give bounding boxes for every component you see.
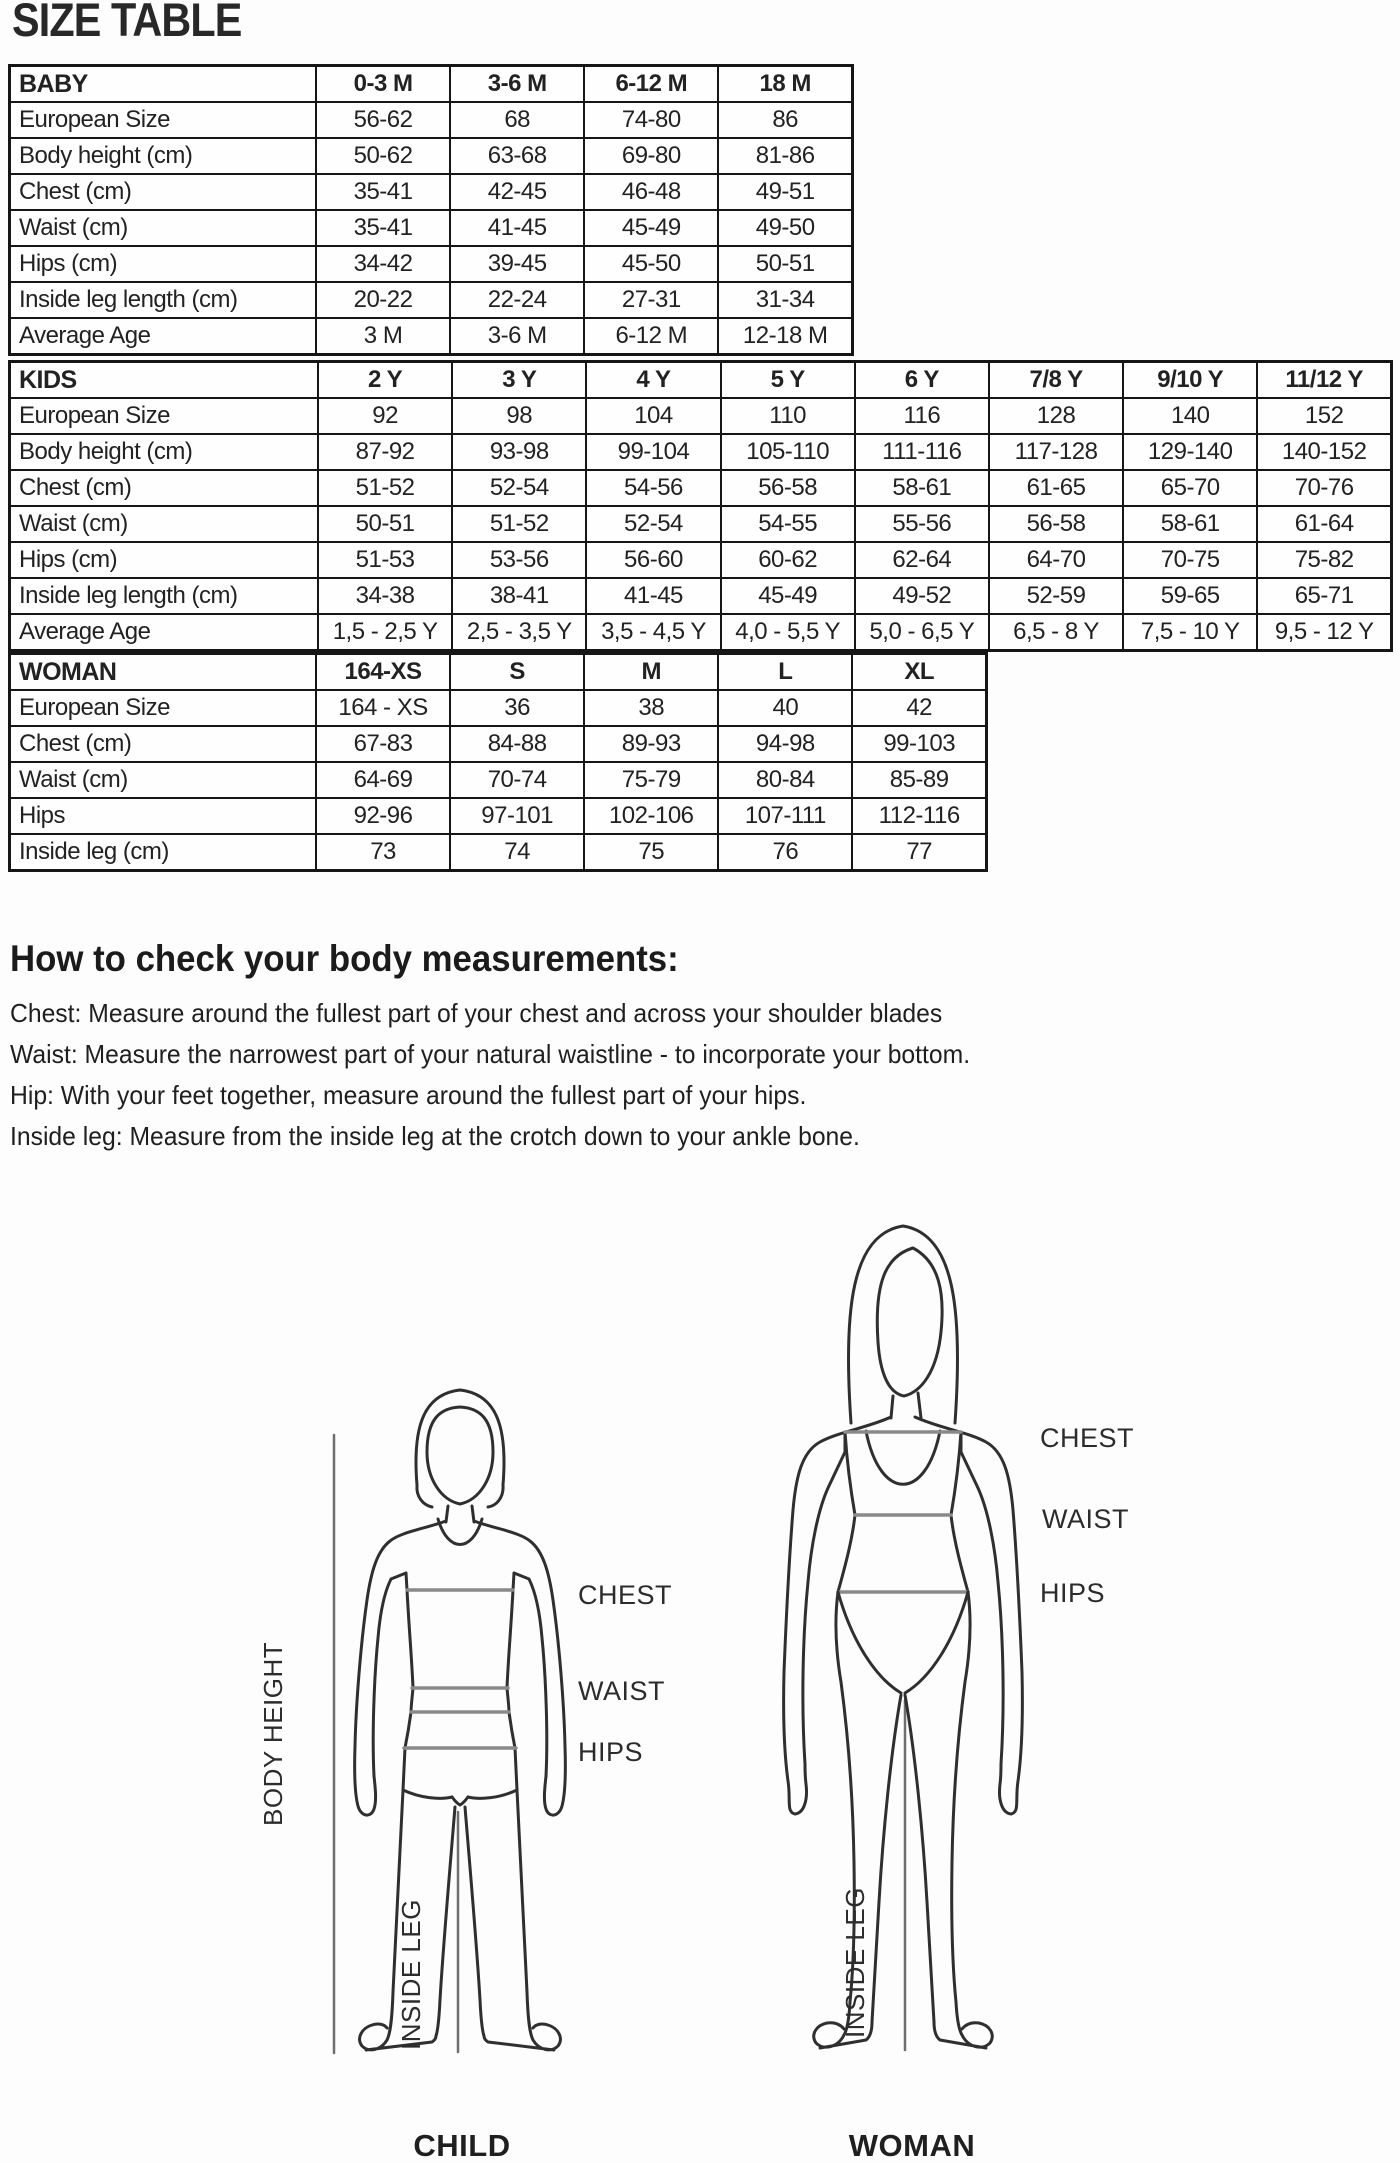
table-cell: 56-58 xyxy=(989,506,1123,542)
table-cell: 107-111 xyxy=(718,798,852,834)
row-label: Inside leg length (cm) xyxy=(10,282,317,318)
child-caption: CHILD xyxy=(413,2128,511,2163)
table-cell: 3,5 - 4,5 Y xyxy=(586,614,720,651)
table-cell: 59-65 xyxy=(1123,578,1257,614)
table-title-cell: KIDS xyxy=(10,362,319,399)
child-hips-label: HIPS xyxy=(578,1737,644,1767)
row-label: Average Age xyxy=(10,614,319,651)
column-header: 0-3 M xyxy=(316,66,450,103)
table-cell: 6-12 M xyxy=(584,318,718,355)
table-cell: 65-71 xyxy=(1257,578,1391,614)
column-header: 7/8 Y xyxy=(989,362,1123,399)
table-row xyxy=(10,578,1392,614)
table-cell: 70-74 xyxy=(450,762,584,798)
table-cell: 75 xyxy=(584,834,718,871)
table-row xyxy=(10,506,1392,542)
table-cell: 102-106 xyxy=(584,798,718,834)
table-cell: 9,5 - 12 Y xyxy=(1257,614,1391,651)
table-title-cell: WOMAN xyxy=(10,654,317,691)
table-cell: 93-98 xyxy=(452,434,586,470)
table-cell: 52-54 xyxy=(586,506,720,542)
row-label: Chest (cm) xyxy=(10,174,317,210)
table-cell: 7,5 - 10 Y xyxy=(1123,614,1257,651)
page-title: SIZE TABLE xyxy=(12,0,242,46)
column-header: 2 Y xyxy=(318,362,452,399)
table-cell: 34-38 xyxy=(318,578,452,614)
table-row xyxy=(10,398,1392,434)
table-cell: 104 xyxy=(586,398,720,434)
woman-waist-label: WAIST xyxy=(1042,1504,1129,1534)
table-cell: 54-56 xyxy=(586,470,720,506)
woman-inside-leg-label: INSIDE LEG xyxy=(840,1887,870,2038)
howto-inside-leg-line: Inside leg: Measure from the inside leg at the crotch down to your ankle bone. xyxy=(10,1121,860,1151)
table-row xyxy=(10,282,853,318)
table-cell: 51-53 xyxy=(318,542,452,578)
child-measure-lines xyxy=(404,1590,516,1748)
table-cell: 1,5 - 2,5 Y xyxy=(318,614,452,651)
column-header: 5 Y xyxy=(721,362,855,399)
table-cell: 81-86 xyxy=(718,138,852,174)
row-label: Body height (cm) xyxy=(10,138,317,174)
table-cell: 38 xyxy=(584,690,718,726)
column-header: 9/10 Y xyxy=(1123,362,1257,399)
table-cell: 45-49 xyxy=(721,578,855,614)
table-cell: 41-45 xyxy=(586,578,720,614)
howto-hip-line: Hip: With your feet together, measure around the fullest part of your hips. xyxy=(10,1080,807,1110)
column-header: M xyxy=(584,654,718,691)
column-header: XL xyxy=(852,654,986,691)
table-cell: 140-152 xyxy=(1257,434,1391,470)
table-cell: 99-103 xyxy=(852,726,986,762)
table-cell: 56-62 xyxy=(316,102,450,138)
table-cell: 105-110 xyxy=(721,434,855,470)
table-row xyxy=(10,542,1392,578)
table-row xyxy=(10,434,1392,470)
child-waist-label: WAIST xyxy=(578,1676,665,1706)
column-header: 164-XS xyxy=(316,654,450,691)
table-cell: 55-56 xyxy=(855,506,989,542)
woman-chest-label: CHEST xyxy=(1040,1423,1135,1453)
table-cell: 98 xyxy=(452,398,586,434)
table-cell: 49-52 xyxy=(855,578,989,614)
table-cell: 62-64 xyxy=(855,542,989,578)
table-cell: 4,0 - 5,5 Y xyxy=(721,614,855,651)
table-cell: 73 xyxy=(316,834,450,871)
table-row xyxy=(10,762,987,798)
table-row xyxy=(10,174,853,210)
table-cell: 117-128 xyxy=(989,434,1123,470)
table-cell: 49-51 xyxy=(718,174,852,210)
table-cell: 20-22 xyxy=(316,282,450,318)
table-cell: 65-70 xyxy=(1123,470,1257,506)
table-cell: 75-79 xyxy=(584,762,718,798)
table-cell: 99-104 xyxy=(586,434,720,470)
table-header-row xyxy=(10,362,1392,399)
table-cell: 87-92 xyxy=(318,434,452,470)
table-cell: 41-45 xyxy=(450,210,584,246)
table-cell: 53-56 xyxy=(452,542,586,578)
table-cell: 36 xyxy=(450,690,584,726)
column-header: 3-6 M xyxy=(450,66,584,103)
row-label: Chest (cm) xyxy=(10,470,319,506)
baby-size-table xyxy=(8,64,854,356)
table-cell: 42 xyxy=(852,690,986,726)
table-row xyxy=(10,798,987,834)
row-label: Hips xyxy=(10,798,317,834)
column-header: 11/12 Y xyxy=(1257,362,1391,399)
table-cell: 27-31 xyxy=(584,282,718,318)
table-cell: 92 xyxy=(318,398,452,434)
table-cell: 34-42 xyxy=(316,246,450,282)
woman-size-table xyxy=(8,652,988,872)
table-cell: 86 xyxy=(718,102,852,138)
table-cell: 54-55 xyxy=(721,506,855,542)
column-header: S xyxy=(450,654,584,691)
row-label: European Size xyxy=(10,690,317,726)
table-cell: 50-51 xyxy=(318,506,452,542)
table-cell: 76 xyxy=(718,834,852,871)
howto-chest-line: Chest: Measure around the fullest part of your chest and across your shoulder blades xyxy=(10,998,943,1028)
woman-hips-label: HIPS xyxy=(1040,1578,1106,1608)
table-cell: 6,5 - 8 Y xyxy=(989,614,1123,651)
table-title-cell: BABY xyxy=(10,66,317,103)
row-label: Body height (cm) xyxy=(10,434,319,470)
table-cell: 22-24 xyxy=(450,282,584,318)
column-header: 6 Y xyxy=(855,362,989,399)
table-cell: 45-49 xyxy=(584,210,718,246)
table-cell: 38-41 xyxy=(452,578,586,614)
table-cell: 111-116 xyxy=(855,434,989,470)
row-label: Hips (cm) xyxy=(10,246,317,282)
table-cell: 56-60 xyxy=(586,542,720,578)
howto-waist-line: Waist: Measure the narrowest part of your natural waistline - to incorporate your bottom. xyxy=(10,1039,971,1069)
table-cell: 58-61 xyxy=(855,470,989,506)
table-cell: 2,5 - 3,5 Y xyxy=(452,614,586,651)
table-cell: 40 xyxy=(718,690,852,726)
table-header-row xyxy=(10,654,987,691)
table-cell: 70-76 xyxy=(1257,470,1391,506)
row-label: Waist (cm) xyxy=(10,762,317,798)
table-cell: 52-54 xyxy=(452,470,586,506)
table-cell: 164 - XS xyxy=(316,690,450,726)
table-row xyxy=(10,138,853,174)
table-cell: 58-61 xyxy=(1123,506,1257,542)
howto-heading: How to check your body measurements: xyxy=(10,938,679,979)
row-label: European Size xyxy=(10,102,317,138)
table-cell: 5,0 - 6,5 Y xyxy=(855,614,989,651)
table-cell: 61-64 xyxy=(1257,506,1391,542)
row-label: Inside leg length (cm) xyxy=(10,578,319,614)
table-row xyxy=(10,726,987,762)
table-cell: 69-80 xyxy=(584,138,718,174)
table-row xyxy=(10,690,987,726)
row-label: Inside leg (cm) xyxy=(10,834,317,871)
woman-figure xyxy=(784,1226,1023,2048)
table-cell: 84-88 xyxy=(450,726,584,762)
table-cell: 51-52 xyxy=(452,506,586,542)
body-height-label: BODY HEIGHT xyxy=(258,1641,288,1826)
table-cell: 110 xyxy=(721,398,855,434)
row-label: Chest (cm) xyxy=(10,726,317,762)
table-cell: 129-140 xyxy=(1123,434,1257,470)
table-cell: 75-82 xyxy=(1257,542,1391,578)
table-header-row xyxy=(10,66,853,103)
measurement-diagram xyxy=(0,1180,1400,2163)
woman-caption: WOMAN xyxy=(848,2128,976,2163)
table-cell: 92-96 xyxy=(316,798,450,834)
table-cell: 152 xyxy=(1257,398,1391,434)
column-header: 3 Y xyxy=(452,362,586,399)
table-cell: 116 xyxy=(855,398,989,434)
woman-measure-lines xyxy=(838,1432,968,1592)
table-cell: 39-45 xyxy=(450,246,584,282)
table-row xyxy=(10,470,1392,506)
table-cell: 68 xyxy=(450,102,584,138)
table-cell: 74-80 xyxy=(584,102,718,138)
table-cell: 51-52 xyxy=(318,470,452,506)
table-cell: 49-50 xyxy=(718,210,852,246)
table-row xyxy=(10,614,1392,651)
table-cell: 61-65 xyxy=(989,470,1123,506)
child-inside-leg-label: INSIDE LEG xyxy=(396,1899,426,2050)
table-cell: 77 xyxy=(852,834,986,871)
table-cell: 31-34 xyxy=(718,282,852,318)
table-cell: 67-83 xyxy=(316,726,450,762)
table-cell: 42-45 xyxy=(450,174,584,210)
inside-leg-lines xyxy=(458,1700,905,2052)
table-cell: 74 xyxy=(450,834,584,871)
row-label: Waist (cm) xyxy=(10,506,319,542)
table-row xyxy=(10,102,853,138)
row-label: Hips (cm) xyxy=(10,542,319,578)
table-cell: 12-18 M xyxy=(718,318,852,355)
child-figure xyxy=(355,1390,566,2050)
table-cell: 46-48 xyxy=(584,174,718,210)
table-cell: 112-116 xyxy=(852,798,986,834)
kids-size-table xyxy=(8,360,1393,652)
table-cell: 80-84 xyxy=(718,762,852,798)
table-cell: 97-101 xyxy=(450,798,584,834)
table-cell: 35-41 xyxy=(316,210,450,246)
table-row xyxy=(10,834,987,871)
table-cell: 35-41 xyxy=(316,174,450,210)
table-row xyxy=(10,210,853,246)
column-header: 6-12 M xyxy=(584,66,718,103)
table-cell: 63-68 xyxy=(450,138,584,174)
table-cell: 140 xyxy=(1123,398,1257,434)
child-chest-label: CHEST xyxy=(578,1580,673,1610)
table-cell: 94-98 xyxy=(718,726,852,762)
table-cell: 56-58 xyxy=(721,470,855,506)
table-cell: 52-59 xyxy=(989,578,1123,614)
row-label: Average Age xyxy=(10,318,317,355)
table-cell: 70-75 xyxy=(1123,542,1257,578)
column-header: 4 Y xyxy=(586,362,720,399)
table-cell: 60-62 xyxy=(721,542,855,578)
table-cell: 3-6 M xyxy=(450,318,584,355)
table-row xyxy=(10,318,853,355)
table-row xyxy=(10,246,853,282)
table-cell: 3 M xyxy=(316,318,450,355)
table-cell: 64-69 xyxy=(316,762,450,798)
row-label: Waist (cm) xyxy=(10,210,317,246)
table-cell: 50-62 xyxy=(316,138,450,174)
table-cell: 50-51 xyxy=(718,246,852,282)
table-cell: 89-93 xyxy=(584,726,718,762)
column-header: L xyxy=(718,654,852,691)
table-cell: 85-89 xyxy=(852,762,986,798)
table-cell: 45-50 xyxy=(584,246,718,282)
row-label: European Size xyxy=(10,398,319,434)
table-cell: 64-70 xyxy=(989,542,1123,578)
column-header: 18 M xyxy=(718,66,852,103)
table-cell: 128 xyxy=(989,398,1123,434)
